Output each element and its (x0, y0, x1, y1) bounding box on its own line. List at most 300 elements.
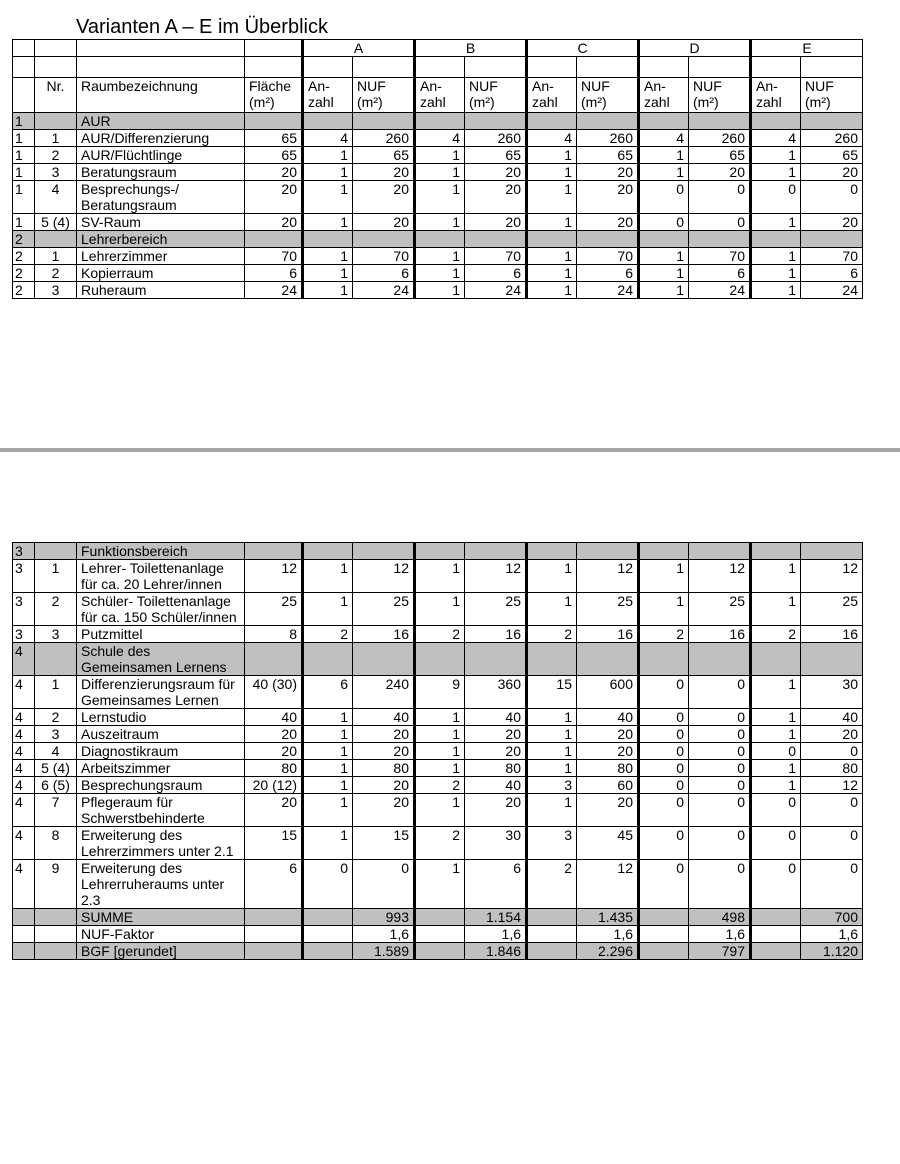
variant-header: D (639, 40, 751, 57)
count-value: 1 (751, 164, 801, 181)
nuf-cell (801, 543, 863, 560)
count-value: 3 (527, 777, 577, 794)
total-row (13, 926, 863, 943)
count-value: 4 (527, 130, 577, 147)
count-cell (527, 909, 577, 926)
total-value: 498 (689, 909, 751, 926)
header-empty-cell (353, 57, 415, 78)
nuf-value: 65 (353, 147, 415, 164)
count-value: 1 (527, 282, 577, 299)
area-value: 25 (245, 593, 303, 626)
count-value: 0 (751, 181, 801, 214)
count-value: 1 (527, 265, 577, 282)
nuf-value: 20 (577, 164, 639, 181)
row-number: 1 (35, 130, 77, 147)
count-cell (415, 113, 465, 130)
nuf-value: 65 (465, 147, 527, 164)
nuf-value: 6 (465, 860, 527, 909)
page-title: Varianten A – E im Überblick (76, 16, 328, 38)
count-value: 1 (639, 147, 689, 164)
nuf-cell (801, 643, 863, 676)
count-value: 2 (751, 626, 801, 643)
nuf-cell (353, 643, 415, 676)
group-number: 4 (13, 777, 35, 794)
variant-header: A (303, 40, 415, 57)
count-value: 1 (527, 181, 577, 214)
header-empty-cell (77, 57, 245, 78)
nuf-value: 80 (353, 760, 415, 777)
count-value: 1 (415, 860, 465, 909)
section-row (13, 113, 863, 130)
nuf-value: 260 (801, 130, 863, 147)
count-value: 1 (639, 265, 689, 282)
row-number: 2 (35, 593, 77, 626)
nuf-value: 70 (353, 248, 415, 265)
count-cell (527, 643, 577, 676)
area-value: 8 (245, 626, 303, 643)
group-number: 2 (13, 231, 35, 248)
header-empty-cell (801, 57, 863, 78)
count-value: 2 (415, 827, 465, 860)
nuf-value: 12 (577, 560, 639, 593)
group-number: 3 (13, 593, 35, 626)
count-value: 1 (303, 760, 353, 777)
room-row (13, 147, 863, 164)
count-value: 0 (639, 827, 689, 860)
count-value: 1 (415, 265, 465, 282)
row-number: 2 (35, 265, 77, 282)
count-cell (527, 926, 577, 943)
header-empty-cell (415, 57, 465, 78)
count-value: 6 (303, 676, 353, 709)
count-cell (639, 943, 689, 960)
nuf-value: 25 (577, 593, 639, 626)
count-value: 1 (527, 743, 577, 760)
section-row (13, 543, 863, 560)
count-cell (527, 113, 577, 130)
count-value: 0 (639, 760, 689, 777)
count-cell (751, 543, 801, 560)
nuf-value: 0 (801, 827, 863, 860)
count-value: 1 (303, 248, 353, 265)
nuf-value: 40 (577, 709, 639, 726)
total-value: 1.154 (465, 909, 527, 926)
header-empty-cell (35, 57, 77, 78)
room-name: Besprechungsraum (77, 777, 245, 794)
nuf-value: 12 (801, 560, 863, 593)
row-number (35, 909, 77, 926)
count-value: 0 (639, 214, 689, 231)
count-cell (415, 943, 465, 960)
count-cell (639, 113, 689, 130)
count-value: 1 (527, 560, 577, 593)
count-value: 0 (639, 709, 689, 726)
nuf-value: 20 (353, 214, 415, 231)
count-cell (415, 643, 465, 676)
header-spacer-row (13, 57, 863, 78)
nuf-cell (353, 113, 415, 130)
room-row (13, 593, 863, 626)
count-value: 1 (303, 743, 353, 760)
nuf-value: 20 (465, 726, 527, 743)
count-value: 1 (751, 726, 801, 743)
group-number: 4 (13, 760, 35, 777)
group-number (13, 943, 35, 960)
count-value: 1 (415, 709, 465, 726)
count-value: 1 (303, 214, 353, 231)
nuf-value: 40 (465, 777, 527, 794)
count-cell (303, 926, 353, 943)
nuf-value: 24 (689, 282, 751, 299)
count-cell (415, 231, 465, 248)
section-row (13, 643, 863, 676)
group-number: 2 (13, 248, 35, 265)
room-row (13, 726, 863, 743)
nuf-cell (577, 543, 639, 560)
row-number: 9 (35, 860, 77, 909)
nuf-value: 6 (801, 265, 863, 282)
room-row (13, 248, 863, 265)
room-row (13, 214, 863, 231)
count-value: 1 (303, 709, 353, 726)
nuf-value: 16 (689, 626, 751, 643)
group-number: 1 (13, 113, 35, 130)
area-value: 6 (245, 265, 303, 282)
count-value: 1 (415, 560, 465, 593)
room-row (13, 130, 863, 147)
nuf-value: 20 (465, 794, 527, 827)
nuf-cell (689, 543, 751, 560)
count-value: 1 (751, 282, 801, 299)
nuf-value: 0 (353, 860, 415, 909)
row-number: 3 (35, 626, 77, 643)
nuf-value: 20 (577, 726, 639, 743)
nuf-value: 20 (689, 164, 751, 181)
count-value: 1 (527, 147, 577, 164)
nuf-value: 20 (577, 794, 639, 827)
count-cell (303, 231, 353, 248)
total-value: 1,6 (577, 926, 639, 943)
count-value: 1 (415, 181, 465, 214)
room-name: Lernstudio (77, 709, 245, 726)
count-value: 1 (415, 248, 465, 265)
nuf-value: 16 (577, 626, 639, 643)
area-value: 70 (245, 248, 303, 265)
room-name: Lehrer- Toilettenanlage für ca. 20 Lehrer/innen (77, 560, 245, 593)
room-name: Auszeitraum (77, 726, 245, 743)
room-row (13, 676, 863, 709)
nuf-value: 20 (801, 164, 863, 181)
nuf-value: 70 (689, 248, 751, 265)
nuf-value: 12 (801, 777, 863, 794)
nuf-value: 24 (577, 282, 639, 299)
count-value: 0 (639, 794, 689, 827)
nuf-value: 0 (689, 214, 751, 231)
room-name: Ruheraum (77, 282, 245, 299)
nuf-value: 0 (689, 760, 751, 777)
nuf-value: 6 (689, 265, 751, 282)
nuf-cell (801, 113, 863, 130)
row-number (35, 231, 77, 248)
area-value: 20 (245, 164, 303, 181)
nuf-value: 0 (801, 181, 863, 214)
count-value: 1 (303, 265, 353, 282)
nuf-value: 260 (465, 130, 527, 147)
nuf-value: 25 (801, 593, 863, 626)
room-name: Kopierraum (77, 265, 245, 282)
row-number: 3 (35, 164, 77, 181)
area-value: 20 (245, 726, 303, 743)
header-empty-cell (13, 40, 35, 57)
group-number: 1 (13, 181, 35, 214)
header-nr: Nr. (35, 78, 77, 113)
area-cell (245, 909, 303, 926)
nuf-value: 20 (353, 726, 415, 743)
room-name: Pflegeraum für Schwerstbehinderte (77, 794, 245, 827)
count-cell (639, 643, 689, 676)
count-value: 1 (751, 709, 801, 726)
area-value: 80 (245, 760, 303, 777)
count-value: 0 (751, 827, 801, 860)
room-name: Beratungsraum (77, 164, 245, 181)
area-value: 65 (245, 147, 303, 164)
header-columns-row (13, 78, 863, 113)
row-number: 6 (5) (35, 777, 77, 794)
count-value: 1 (639, 164, 689, 181)
nuf-value: 20 (353, 777, 415, 794)
group-number: 4 (13, 860, 35, 909)
count-value: 1 (751, 265, 801, 282)
count-value: 1 (303, 726, 353, 743)
nuf-value: 30 (465, 827, 527, 860)
nuf-value: 0 (689, 860, 751, 909)
count-cell (751, 909, 801, 926)
count-value: 1 (527, 726, 577, 743)
count-cell (303, 909, 353, 926)
header-anzahl: An- zahl (639, 78, 689, 113)
nuf-value: 15 (353, 827, 415, 860)
count-value: 1 (415, 726, 465, 743)
nuf-value: 25 (353, 593, 415, 626)
group-number (13, 909, 35, 926)
count-cell (415, 543, 465, 560)
room-row (13, 626, 863, 643)
nuf-cell (465, 643, 527, 676)
header-empty-cell (245, 57, 303, 78)
nuf-cell (801, 231, 863, 248)
count-value: 1 (639, 282, 689, 299)
count-value: 1 (639, 248, 689, 265)
count-value: 1 (415, 214, 465, 231)
header-group-cell (13, 78, 35, 113)
count-value: 0 (303, 860, 353, 909)
count-value: 2 (415, 626, 465, 643)
count-value: 1 (639, 560, 689, 593)
group-number: 1 (13, 147, 35, 164)
nuf-value: 20 (577, 743, 639, 760)
nuf-cell (465, 231, 527, 248)
room-name: AUR/Differenzierung (77, 130, 245, 147)
row-number (35, 926, 77, 943)
room-row (13, 777, 863, 794)
count-cell (415, 926, 465, 943)
nuf-value: 20 (577, 181, 639, 214)
room-row (13, 282, 863, 299)
nuf-value: 0 (689, 743, 751, 760)
count-value: 1 (751, 560, 801, 593)
total-label: SUMME (77, 909, 245, 926)
header-empty-cell (689, 57, 751, 78)
nuf-value: 24 (801, 282, 863, 299)
total-value: 797 (689, 943, 751, 960)
nuf-value: 20 (353, 181, 415, 214)
count-value: 4 (415, 130, 465, 147)
nuf-value: 25 (465, 593, 527, 626)
nuf-value: 0 (689, 726, 751, 743)
nuf-value: 20 (465, 743, 527, 760)
nuf-value: 12 (465, 560, 527, 593)
group-number: 4 (13, 827, 35, 860)
count-value: 1 (751, 777, 801, 794)
room-row (13, 560, 863, 593)
total-value: 1,6 (465, 926, 527, 943)
group-number: 2 (13, 265, 35, 282)
nuf-cell (465, 113, 527, 130)
nuf-value: 6 (577, 265, 639, 282)
header-anzahl: An- zahl (303, 78, 353, 113)
count-value: 0 (639, 860, 689, 909)
nuf-value: 24 (353, 282, 415, 299)
count-value: 0 (639, 743, 689, 760)
nuf-value: 20 (465, 214, 527, 231)
nuf-value: 0 (801, 794, 863, 827)
count-value: 1 (751, 676, 801, 709)
count-value: 1 (415, 743, 465, 760)
nuf-value: 16 (465, 626, 527, 643)
count-value: 2 (527, 626, 577, 643)
group-number: 4 (13, 643, 35, 676)
count-value: 2 (527, 860, 577, 909)
room-row (13, 164, 863, 181)
room-row (13, 265, 863, 282)
count-value: 1 (303, 181, 353, 214)
total-value: 1,6 (353, 926, 415, 943)
nuf-value: 20 (465, 181, 527, 214)
row-number: 2 (35, 147, 77, 164)
row-number: 3 (35, 726, 77, 743)
header-nuf: NUF (m²) (577, 78, 639, 113)
nuf-value: 60 (577, 777, 639, 794)
nuf-value: 40 (465, 709, 527, 726)
nuf-value: 20 (353, 164, 415, 181)
count-cell (303, 543, 353, 560)
header-empty-cell (465, 57, 527, 78)
count-value: 4 (751, 130, 801, 147)
count-value: 0 (639, 181, 689, 214)
count-value: 0 (639, 676, 689, 709)
count-cell (303, 643, 353, 676)
room-name: Erweiterung des Lehrerruheraums unter 2.3 (77, 860, 245, 909)
section-row (13, 231, 863, 248)
count-value: 1 (303, 794, 353, 827)
header-nuf: NUF (m²) (801, 78, 863, 113)
header-flaeche: Fläche (m²) (245, 78, 303, 113)
header-empty-cell (639, 57, 689, 78)
nuf-value: 70 (577, 248, 639, 265)
nuf-value: 0 (689, 709, 751, 726)
variant-header: C (527, 40, 639, 57)
nuf-value: 16 (353, 626, 415, 643)
total-label: NUF-Faktor (77, 926, 245, 943)
room-name: Putzmittel (77, 626, 245, 643)
area-cell (245, 643, 303, 676)
header-nuf: NUF (m²) (689, 78, 751, 113)
nuf-value: 70 (465, 248, 527, 265)
room-row (13, 860, 863, 909)
count-value: 1 (415, 282, 465, 299)
total-value: 2.296 (577, 943, 639, 960)
nuf-value: 20 (801, 726, 863, 743)
header-variant-row (13, 40, 863, 57)
nuf-value: 0 (689, 794, 751, 827)
room-row (13, 181, 863, 214)
nuf-value: 65 (689, 147, 751, 164)
section-title: AUR (77, 113, 245, 130)
count-value: 1 (751, 214, 801, 231)
area-cell (245, 926, 303, 943)
nuf-value: 65 (801, 147, 863, 164)
total-label: BGF [gerundet] (77, 943, 245, 960)
area-value: 20 (245, 794, 303, 827)
header-empty-cell (303, 57, 353, 78)
group-number: 1 (13, 130, 35, 147)
section-title: Funktionsbereich (77, 543, 245, 560)
nuf-cell (577, 231, 639, 248)
area-cell (245, 943, 303, 960)
room-row (13, 743, 863, 760)
area-value: 15 (245, 827, 303, 860)
header-nuf: NUF (m²) (353, 78, 415, 113)
count-value: 2 (303, 626, 353, 643)
area-value: 40 (30) (245, 676, 303, 709)
count-value: 1 (303, 164, 353, 181)
header-empty-cell (35, 40, 77, 57)
group-number: 4 (13, 743, 35, 760)
header-empty-cell (13, 57, 35, 78)
area-cell (245, 113, 303, 130)
group-number: 3 (13, 626, 35, 643)
count-cell (751, 231, 801, 248)
total-value: 1,6 (801, 926, 863, 943)
count-cell (303, 113, 353, 130)
count-cell (527, 231, 577, 248)
row-number: 4 (35, 181, 77, 214)
row-number: 5 (4) (35, 214, 77, 231)
count-value: 4 (303, 130, 353, 147)
nuf-cell (353, 543, 415, 560)
room-name: AUR/Flüchtlinge (77, 147, 245, 164)
nuf-value: 0 (689, 827, 751, 860)
count-value: 1 (303, 282, 353, 299)
group-number: 4 (13, 709, 35, 726)
area-value: 20 (245, 181, 303, 214)
variant-header: E (751, 40, 863, 57)
room-name: Arbeitszimmer (77, 760, 245, 777)
nuf-cell (577, 113, 639, 130)
row-number: 7 (35, 794, 77, 827)
section-title: Lehrerbereich (77, 231, 245, 248)
nuf-value: 30 (801, 676, 863, 709)
